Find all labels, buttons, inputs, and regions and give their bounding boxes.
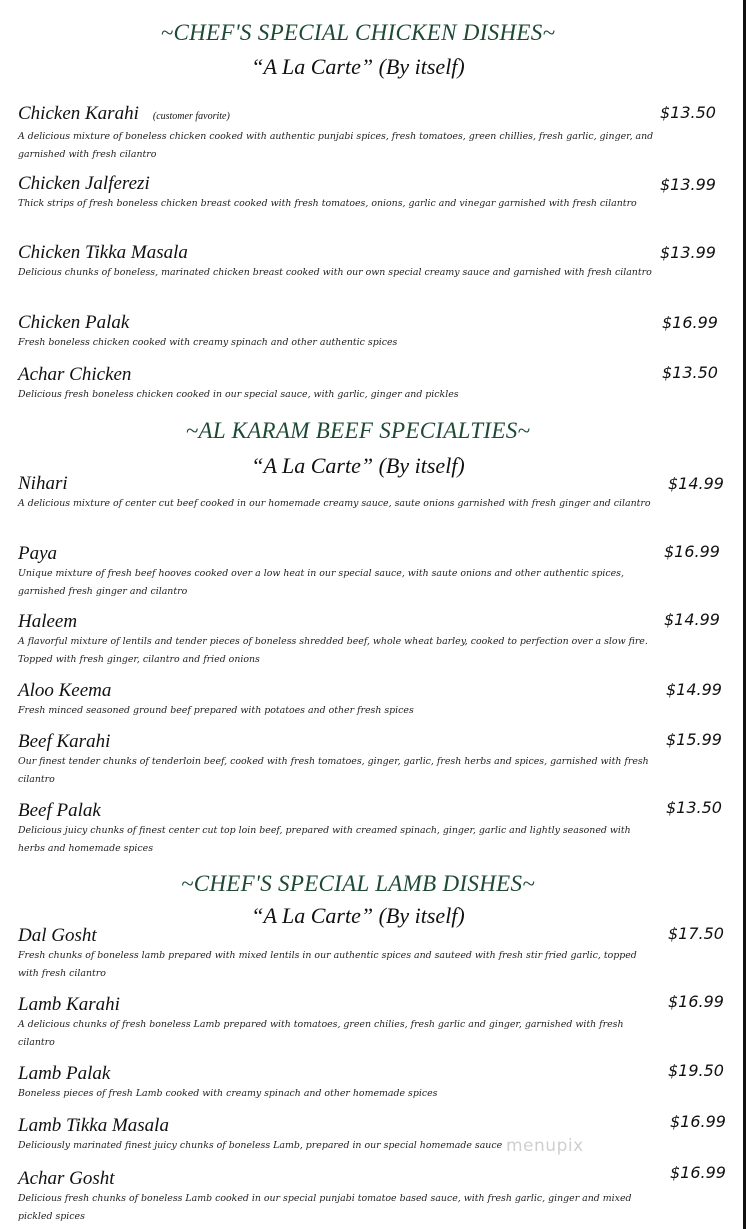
item-name: Lamb Karahi xyxy=(18,994,120,1015)
item-price: $13.50 xyxy=(662,363,718,382)
menu-item-lamb-palak xyxy=(18,1063,658,1103)
item-price: $14.99 xyxy=(664,610,720,629)
item-description: Unique mixture of fresh beef hooves cooked over a low heat in our special sauce, with saute onions and other authentic spices, garnished fresh ginger and cilantro xyxy=(18,568,624,597)
item-name: Paya xyxy=(18,543,58,564)
item-description: A delicious chunks of fresh boneless Lamb prepared with tomatoes, green chilies, fresh garlic and ginger, garnished with fresh cilantro xyxy=(18,1019,624,1048)
item-price: $15.99 xyxy=(666,730,722,749)
section-title-lamb: ~CHEF'S SPECIAL LAMB DISHES~ xyxy=(180,871,535,896)
item-description: Deliciously marinated finest juicy chunks of boneless Lamb, prepared in our special homemade sauce xyxy=(18,1140,503,1151)
item-price: $14.99 xyxy=(666,680,722,699)
item-description: A flavorful mixture of lentils and tender pieces of boneless shredded beef, whole wheat barley, cooked to perfection over a slow fire. Topped with fresh ginger, cilantro and fried onions xyxy=(18,636,648,665)
section-subtitle-chicken: “A La Carte” (By itself) xyxy=(251,54,465,79)
item-description: Delicious juicy chunks of finest center cut top loin beef, prepared with creamed spinach, ginger, garlic and lightly seasoned with herbs and homemade spices xyxy=(18,825,631,854)
section-subtitle-lamb: “A La Carte” (By itself) xyxy=(251,903,465,928)
item-price: $14.99 xyxy=(668,474,724,493)
menu-item-aloo-keema xyxy=(18,680,658,720)
item-name: Beef Palak xyxy=(18,800,101,821)
item-description: Delicious chunks of boneless, marinated chicken breast cooked with our own special creamy sauce and garnished with fresh cilantro xyxy=(18,267,652,278)
menu-item-nihari xyxy=(18,473,658,513)
item-name: Nihari xyxy=(18,473,68,494)
item-description: Fresh minced seasoned ground beef prepared with potatoes and other fresh spices xyxy=(18,705,414,716)
menu-item-paya xyxy=(18,543,658,601)
item-description: A delicious mixture of center cut beef cooked in our homemade creamy sauce, saute onions garnished with fresh ginger and cilantro xyxy=(18,498,651,509)
item-description: Thick strips of fresh boneless chicken breast cooked with fresh tomatoes, onions, garlic and vinegar garnished with fresh cilantro xyxy=(18,198,637,209)
item-price: $19.50 xyxy=(668,1061,724,1080)
menu-item-chicken-jalferezi xyxy=(18,173,658,213)
section-subtitle-beef: “A La Carte” (By itself) xyxy=(251,453,465,478)
menu-item-haleem xyxy=(18,611,658,669)
section-title-chicken: ~CHEF'S SPECIAL CHICKEN DISHES~ xyxy=(160,20,556,45)
menu-item-lamb-karahi xyxy=(18,994,658,1052)
item-description: Fresh chunks of boneless lamb prepared with mixed lentils in our authentic spices and sauteed with fresh stir fried garlic, topped with fresh cilantro xyxy=(18,950,637,979)
item-price: $13.50 xyxy=(660,103,716,122)
menu-item-beef-palak xyxy=(18,800,658,858)
menu-item-beef-karahi xyxy=(18,731,658,789)
item-name: Achar Gosht xyxy=(18,1168,115,1189)
item-description: A delicious mixture of boneless chicken cooked with authentic punjabi spices, fresh tomatoes, green chillies, fresh garlic, ginger, and garnished with fresh cilantro xyxy=(18,131,654,160)
item-name: Chicken Jalferezi xyxy=(18,173,150,194)
item-name: Chicken Palak xyxy=(18,312,130,333)
item-note: (customer favorite) xyxy=(152,111,230,122)
menu-item-achar-gosht xyxy=(18,1168,658,1226)
item-price: $16.99 xyxy=(668,992,724,1011)
item-name: Dal Gosht xyxy=(18,925,97,946)
item-description: Delicious fresh chunks of boneless Lamb cooked in our special punjabi tomatoe based sauce, with fresh garlic, ginger and mixed pickled spices xyxy=(18,1193,632,1222)
menu-item-chicken-palak xyxy=(18,312,658,352)
item-price: $17.50 xyxy=(668,924,724,943)
item-price: $13.99 xyxy=(660,175,716,194)
item-description: Fresh boneless chicken cooked with creamy spinach and other authentic spices xyxy=(18,337,398,348)
item-name: Beef Karahi xyxy=(18,731,111,752)
item-description: Our finest tender chunks of tenderloin beef, cooked with fresh tomatoes, ginger, garlic, fresh herbs and spices, garnished with fresh cilantro xyxy=(18,756,649,785)
watermark: menupix xyxy=(506,1136,584,1156)
menu-item-achar-chicken xyxy=(18,364,658,404)
item-name: Achar Chicken xyxy=(18,364,132,385)
item-name: Lamb Palak xyxy=(18,1063,111,1084)
item-name: Chicken Tikka Masala xyxy=(18,242,188,263)
item-name: Lamb Tikka Masala xyxy=(18,1115,169,1136)
menu-item-dal-gosht xyxy=(18,925,658,983)
item-name: Aloo Keema xyxy=(18,680,112,701)
item-price: $16.99 xyxy=(664,542,720,561)
item-description: Boneless pieces of fresh Lamb cooked with creamy spinach and other homemade spices xyxy=(18,1088,438,1099)
item-price: $13.50 xyxy=(666,798,722,817)
section-title-beef: ~AL KARAM BEEF SPECIALTIES~ xyxy=(185,418,531,443)
item-name: Haleem xyxy=(18,611,78,632)
item-price: $16.99 xyxy=(670,1163,726,1182)
item-name: Chicken Karahi xyxy=(18,103,139,124)
item-price: $16.99 xyxy=(662,313,718,332)
menu-item-chicken-tikka-masala xyxy=(18,242,658,282)
menu-item-chicken-karahi xyxy=(18,103,658,164)
item-price: $13.99 xyxy=(660,243,716,262)
item-description: Delicious fresh boneless chicken cooked in our special sauce, with garlic, ginger and pickles xyxy=(18,389,459,400)
item-price: $16.99 xyxy=(670,1112,726,1131)
